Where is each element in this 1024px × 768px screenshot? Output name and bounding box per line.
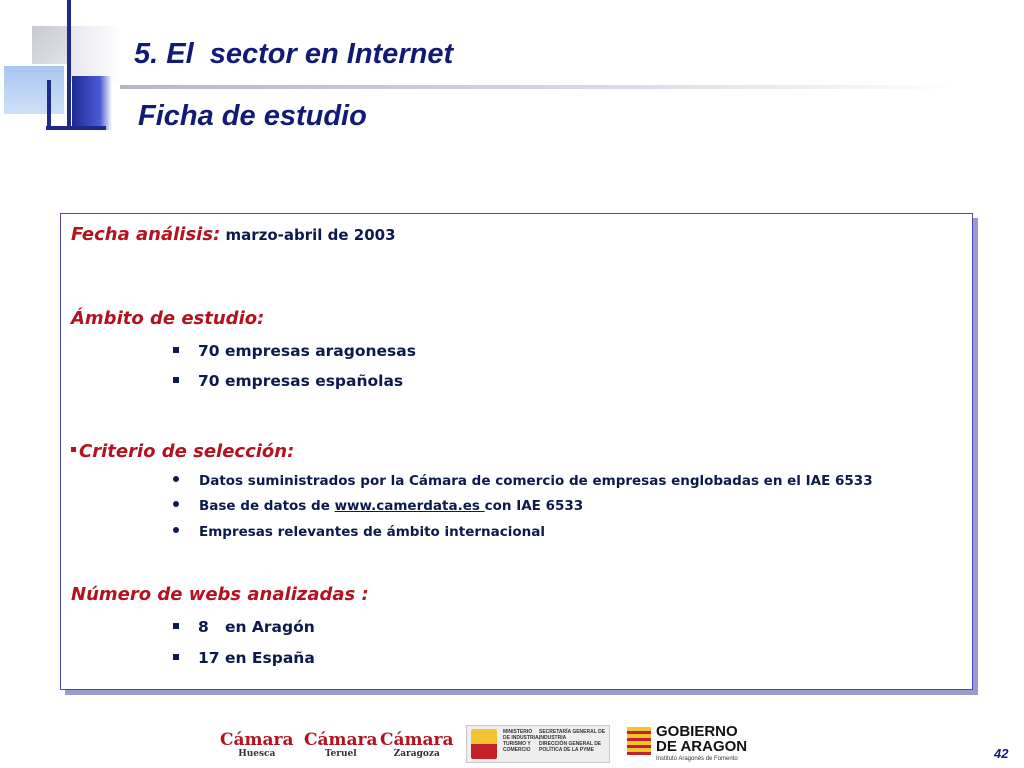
slide-subtitle: Ficha de estudio (138, 100, 367, 132)
square-bullet-icon (71, 447, 76, 452)
camara-logo-city: Zaragoza (393, 749, 440, 759)
gobierno-aragon-logo (656, 724, 747, 754)
list-item (173, 649, 315, 667)
square-bullet-icon (173, 347, 179, 353)
webs-item-1: 8 en Aragón (198, 618, 315, 636)
camara-logo-city: Huesca (238, 749, 276, 759)
fecha-colon: : (213, 224, 221, 245)
criterio-line (71, 441, 294, 462)
aragon-flag-icon (627, 727, 651, 755)
square-bullet-icon (173, 654, 179, 660)
decor-vertical-line-short (47, 80, 51, 130)
camara-huesca-logo (220, 731, 294, 759)
fecha-value: marzo-abril de 2003 (220, 226, 396, 244)
square-bullet-icon (173, 377, 179, 383)
fecha-line (71, 224, 396, 245)
decor-horizontal-line (46, 126, 106, 130)
list-item (173, 618, 315, 636)
camara-logo-city: Teruel (324, 749, 357, 759)
square-bullet-icon (173, 623, 179, 629)
fecha-label: Fecha análisis (71, 224, 214, 245)
criterio-heading: Criterio de selección: (79, 441, 295, 462)
ministry-secretary-text: SECRETARÍA GENERAL DE INDUSTRIA DIRECCIÓN GENERAL DE POLÍTICA DE LA PYME (539, 729, 606, 753)
round-bullet-icon (173, 527, 179, 533)
criterio-item-3: Empresas relevantes de ámbito internacional (199, 524, 546, 540)
webs-heading: Número de webs analizadas : (71, 584, 369, 605)
slide-title: 5. El sector en Internet (134, 38, 454, 70)
ambito-item-2: 70 empresas españolas (198, 372, 404, 390)
camara-logo-name: Cámara (380, 730, 454, 750)
webs-item-2: 17 en España (198, 649, 315, 667)
camara-logo-name: Cámara (220, 730, 294, 750)
criterio-item-2-prefix: Base de datos de (199, 498, 335, 514)
ambito-heading: Ámbito de estudio: (71, 308, 265, 329)
decor-vertical-line (67, 0, 71, 130)
decor-navy-block (72, 76, 112, 130)
spain-shield-icon (471, 729, 497, 759)
gobierno-line-1: GOBIERNO (656, 723, 738, 740)
ambito-item-1: 70 empresas aragonesas (198, 342, 416, 360)
ministry-text: MINISTERIO DE INDUSTRIA, TURISMO Y COMERCIO (503, 729, 540, 753)
camara-zaragoza-logo (380, 731, 454, 759)
study-card (60, 213, 973, 690)
gobierno-subtitle: Instituto Aragonés de Fomento (656, 756, 738, 762)
criterio-item-2-suffix: con IAE 6533 (484, 498, 584, 514)
gobierno-line-2: DE ARAGON (656, 738, 748, 755)
list-item (173, 524, 545, 540)
round-bullet-icon (173, 476, 179, 482)
camara-logo-name: Cámara (304, 730, 378, 750)
round-bullet-icon (173, 501, 179, 507)
title-underline (120, 85, 960, 89)
decor-square-grey (32, 26, 70, 64)
list-item (173, 372, 403, 390)
decor-square-fade (70, 26, 122, 82)
camerdata-link[interactable]: www.camerdata.es (334, 498, 485, 514)
page-number: 42 (994, 746, 1009, 761)
list-item (173, 498, 583, 514)
list-item (173, 473, 873, 489)
camara-teruel-logo (304, 731, 378, 759)
criterio-item-1: Datos suministrados por la Cámara de comercio de empresas englobadas en el IAE 6533 (199, 473, 873, 489)
decor-square-blue (4, 66, 64, 114)
list-item (173, 342, 416, 360)
ministry-logo (466, 725, 610, 763)
